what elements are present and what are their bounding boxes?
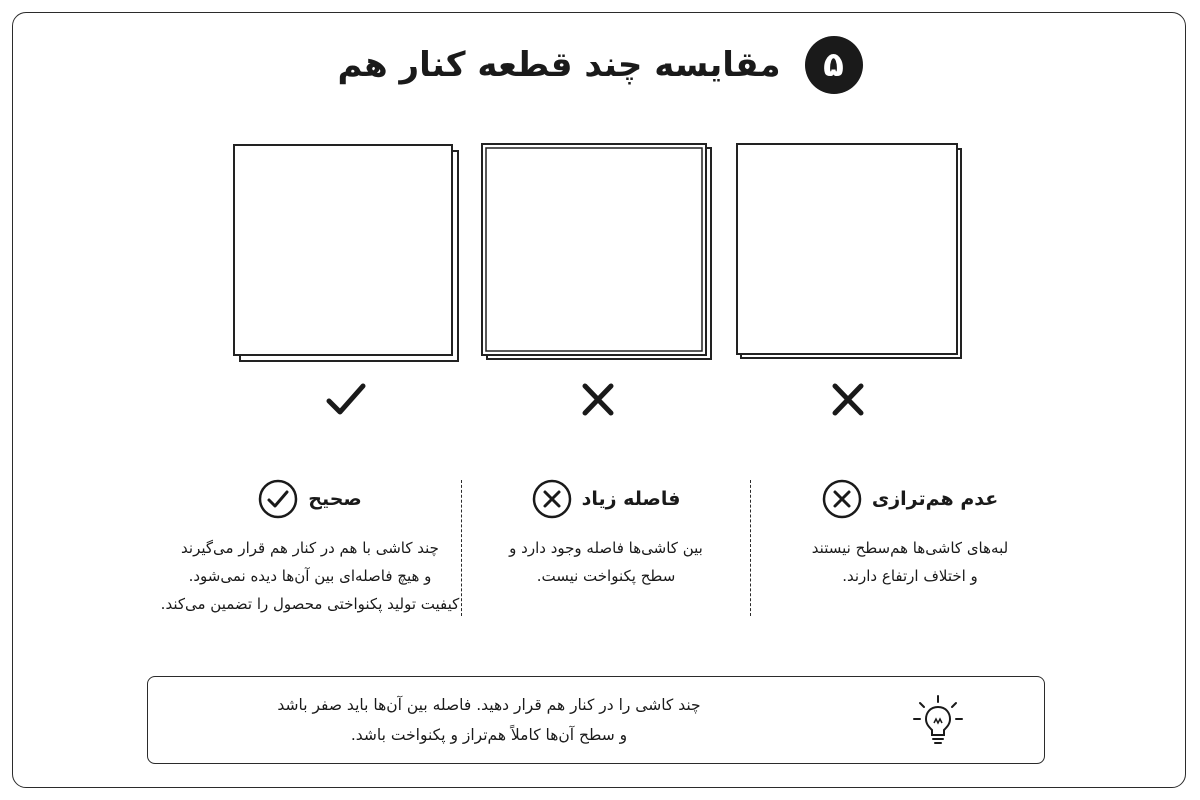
column-title: عدم هم‌ترازی	[871, 488, 999, 510]
check-mark-icon	[324, 380, 368, 420]
x-mark-icon	[826, 380, 870, 420]
check-circle-icon	[258, 479, 298, 519]
page-title: مقایسه چند قطعه کنار هم	[337, 45, 781, 85]
x-circle-icon	[532, 479, 572, 519]
column-misaligned	[760, 478, 1060, 590]
tip-box	[147, 676, 1045, 764]
tip-text: چند کاشی را در کنار هم قرار دهید. فاصله بین آن‌ها باید صفر باشد و سطح آن‌ها کاملاً هم‌تراز و پکنواخت باشد.	[277, 696, 701, 744]
x-circle-icon	[822, 479, 862, 519]
column-description: لبه‌های کاشی‌ها هم‌سطح نیستند و اختلاف ارتفاع دارند.	[811, 539, 1009, 585]
column-gap	[456, 478, 756, 590]
tiles-correct	[234, 145, 458, 361]
dashed-divider	[750, 480, 751, 616]
column-description: بین کاشی‌ها فاصله وجود دارد و سطح پکنواخت نیست.	[509, 539, 703, 585]
step-badge: ۵	[805, 36, 863, 94]
column-correct	[160, 478, 460, 618]
column-title: صحیح	[308, 488, 362, 510]
column-description: چند کاشی با هم در کنار هم قرار می‌گیرند و هیچ فاصله‌ای بین آن‌ها دیده نمی‌شود. کیفیت تولید پکنواختی محصول را تضمین می‌کند.	[160, 539, 460, 613]
lightbulb-icon	[910, 693, 966, 749]
x-mark-icon	[576, 380, 620, 420]
tiles-misaligned	[737, 144, 961, 358]
tiles-gap	[482, 144, 711, 359]
column-title: فاصله زیاد	[581, 488, 681, 510]
